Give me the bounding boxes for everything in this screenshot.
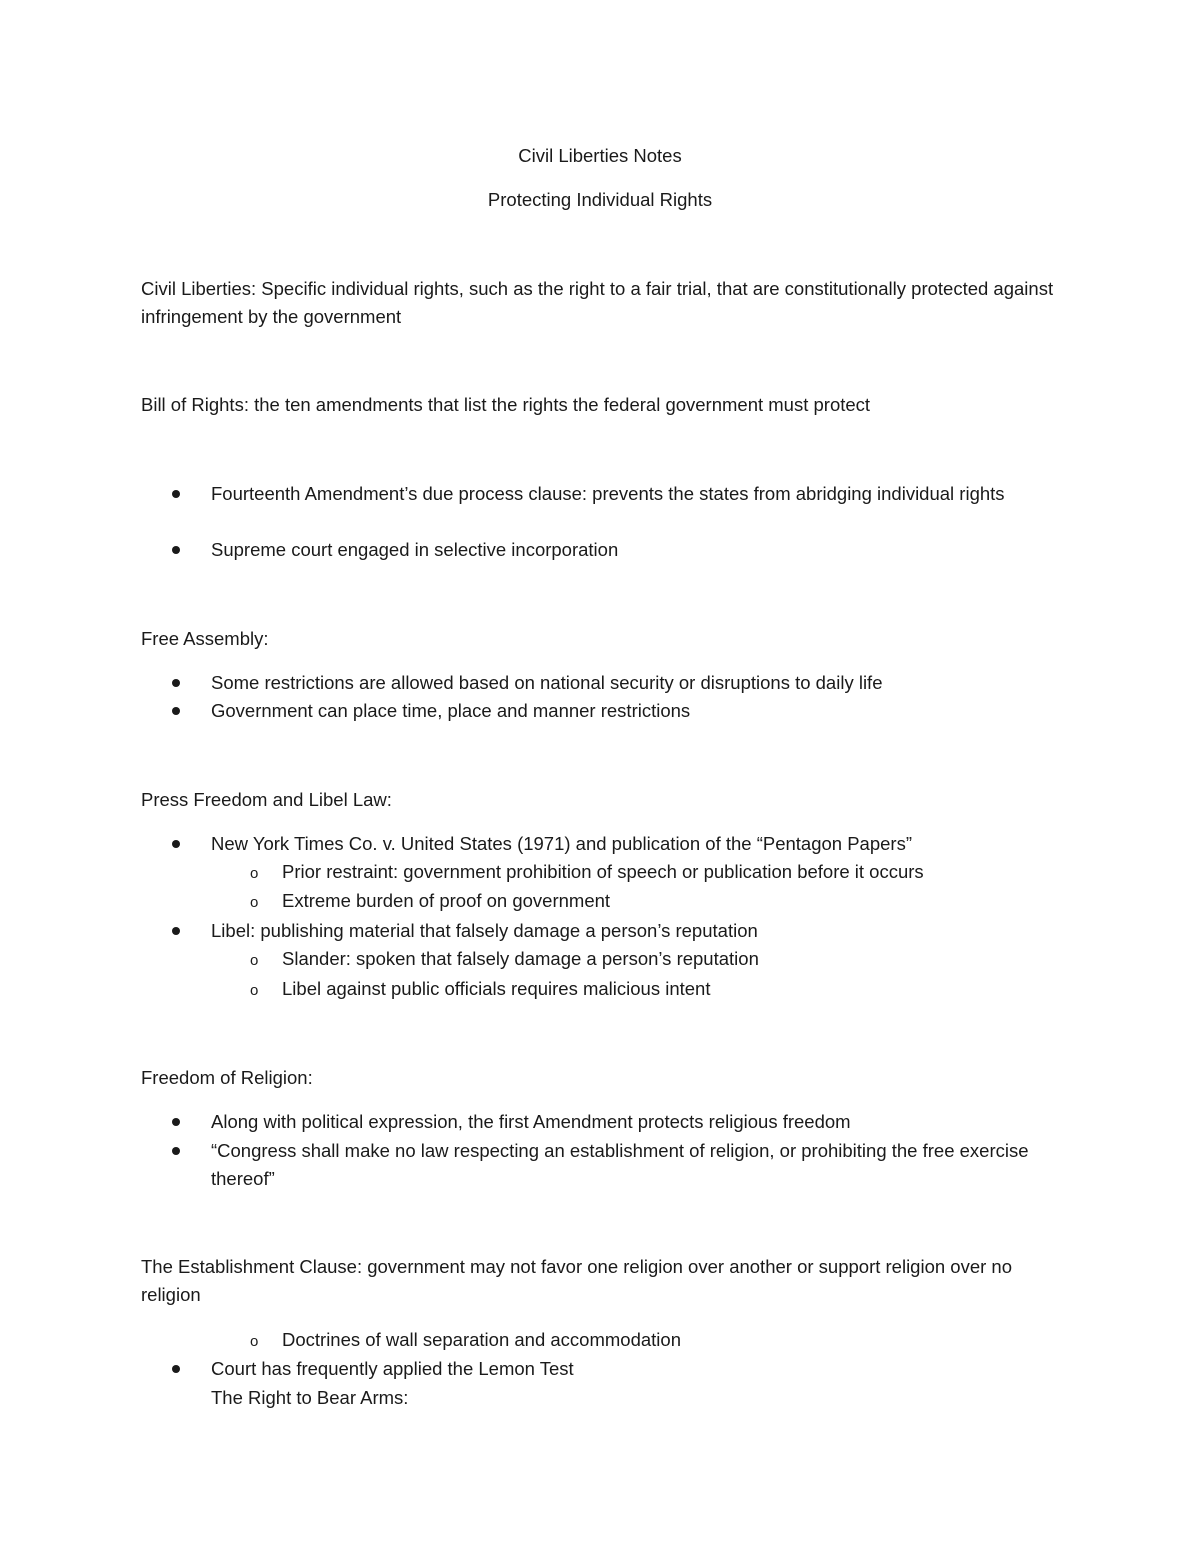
list-item: Along with political expression, the first Amendment protects religious freedom [211,1111,851,1132]
list-item: Libel: publishing material that falsely damage a person’s reputation [211,920,758,941]
bill-of-rights-definition: Bill of Rights: the ten amendments that list the rights the federal government must protect [141,394,871,415]
sub-bullet-icon: o [250,865,259,882]
list-item: Court has frequently applied the Lemon Test [211,1358,574,1379]
sub-list-item: Slander: spoken that falsely damage a person’s reputation [282,948,759,969]
sub-list-item: Prior restraint: government prohibition of speech or publication before it occurs [282,861,924,882]
bullet-icon [172,669,186,687]
list-item: New York Times Co. v. United States (1971) and publication of the “Pentagon Papers” [211,833,912,854]
bullet-icon [172,480,186,498]
list-item: Fourteenth Amendment’s due process clause: prevents the states from abridging individual rights [211,483,1005,504]
sub-bullet-icon: o [250,982,259,999]
establishment-clause-definition: The Establishment Clause: government may not favor one religion over another or support religion over no religion [141,1256,1012,1305]
sub-list-item: Doctrines of wall separation and accommodation [282,1329,681,1350]
sub-list-item: Extreme burden of proof on government [282,890,611,911]
bullet-icon [172,917,186,935]
sub-bullet-icon: o [250,894,259,911]
bullet-icon [172,1137,186,1155]
sub-bullet-icon: o [250,1333,259,1350]
page-title: Civil Liberties Notes [518,145,682,166]
press-freedom-heading: Press Freedom and Libel Law: [141,789,392,810]
page-subtitle: Protecting Individual Rights [487,189,713,210]
bullet-icon [172,697,186,715]
bullet-icon [172,830,186,848]
free-assembly-heading: Free Assembly: [141,628,269,649]
religion-heading: Freedom of Religion: [141,1067,313,1088]
bullet-icon [172,536,186,554]
list-item: “Congress shall make no law respecting an establishment of religion, or prohibiting the free exercise thereof” [211,1140,1029,1189]
civil-liberties-definition: Civil Liberties: Specific individual rights, such as the right to a fair trial, that are constitutionally protected against infringement by the government [141,278,1054,327]
bullet-icon [172,1355,186,1373]
sub-bullet-icon: o [250,952,259,969]
list-item: Supreme court engaged in selective incorporation [211,539,619,560]
bullet-icon [172,1108,186,1126]
sub-list-item: Libel against public officials requires malicious intent [282,978,711,999]
right-to-bear-arms-heading: The Right to Bear Arms: [211,1387,409,1408]
list-item: Some restrictions are allowed based on national security or disruptions to daily life [211,672,883,693]
list-item: Government can place time, place and manner restrictions [211,700,691,721]
